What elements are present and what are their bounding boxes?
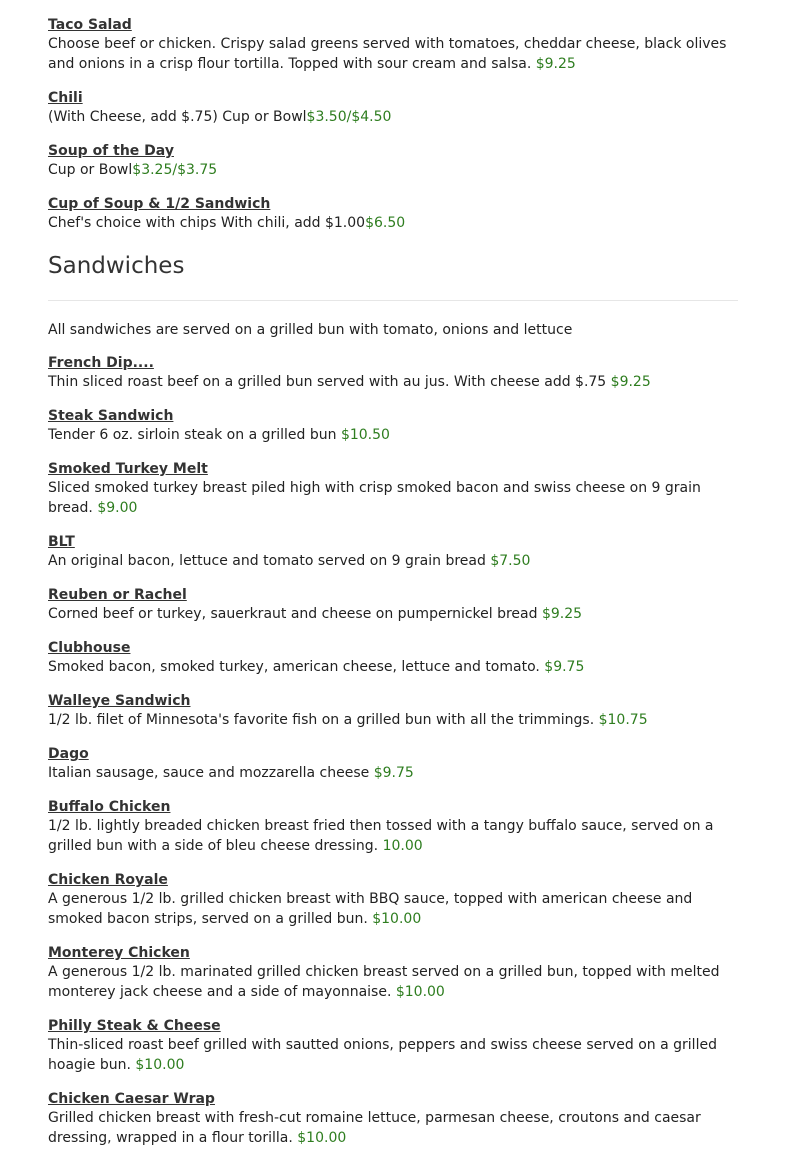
menu-item-name[interactable]: Philly Steak & Cheese	[48, 1018, 221, 1034]
menu-item-price: $10.00	[297, 1130, 347, 1146]
menu-content	[48, 16, 738, 1163]
menu-item-price: $10.00	[372, 911, 422, 927]
menu-item-description	[48, 816, 738, 856]
menu-item-name[interactable]: Chicken Royale	[48, 872, 168, 888]
menu-item	[48, 745, 738, 783]
menu-item-description	[48, 710, 738, 730]
menu-item-name[interactable]: Taco Salad	[48, 17, 132, 33]
menu-item-desc-text: Chef's choice with chips With chili, add $1.00	[48, 215, 366, 231]
menu-item-description	[48, 657, 738, 677]
menu-item-desc-text: 1/2 lb. filet of Minnesota's favorite fish on a grilled bun with all the trimmings.	[48, 712, 599, 728]
menu-item-price: $3.25/$3.75	[132, 162, 218, 178]
menu-item-price: $7.50	[490, 553, 531, 569]
menu-item-desc-text: Smoked bacon, smoked turkey, american cheese, lettuce and tomato.	[48, 659, 545, 675]
menu-item-price: $9.25	[535, 56, 576, 72]
menu-item-price: $9.75	[373, 765, 414, 781]
menu-item-name[interactable]: Reuben or Rachel	[48, 587, 187, 603]
menu-item-name[interactable]: French Dip....	[48, 355, 154, 371]
menu-item-description	[48, 34, 738, 74]
menu-item	[48, 354, 738, 392]
menu-item-desc-text: Grilled chicken breast with fresh-cut romaine lettuce, parmesan cheese, croutons and caesar dressing, wrapped in a flour torilla.	[48, 1110, 701, 1146]
menu-item-name[interactable]: BLT	[48, 534, 75, 550]
menu-item-description	[48, 551, 738, 571]
menu-item	[48, 586, 738, 624]
menu-item-price: $10.00	[395, 984, 445, 1000]
menu-item-description	[48, 889, 738, 929]
menu-item-desc-text: Corned beef or turkey, sauerkraut and cheese on pumpernickel bread	[48, 606, 542, 622]
menu-item-description	[48, 160, 738, 180]
menu-item-desc-text: Tender 6 oz. sirloin steak on a grilled bun	[48, 427, 341, 443]
menu-item	[48, 89, 738, 127]
menu-item-description	[48, 213, 738, 233]
menu-item-desc-text: An original bacon, lettuce and tomato served on 9 grain bread	[48, 553, 491, 569]
menu-item-name[interactable]: Monterey Chicken	[48, 945, 190, 961]
menu-item-description	[48, 107, 738, 127]
menu-item-desc-text: 1/2 lb. lightly breaded chicken breast fried then tossed with a tangy buffalo sauce, served on a grilled bun with a side of bleu cheese dressing.	[48, 818, 714, 854]
menu-item-price: $9.00	[97, 500, 138, 516]
menu-item	[48, 639, 738, 677]
menu-item-desc-text: A generous 1/2 lb. grilled chicken breast with BBQ sauce, topped with american cheese and smoked bacon strips, served on a grilled bun.	[48, 891, 693, 927]
menu-item-desc-text: Choose beef or chicken. Crispy salad greens served with tomatoes, cheddar cheese, black olives and onions in a crisp flour tortilla. Topped with sour cream and salsa.	[48, 36, 727, 72]
menu-item-price: $3.50/$4.50	[306, 109, 392, 125]
menu-item-description	[48, 604, 738, 624]
menu-item-description	[48, 763, 738, 783]
menu-item-name[interactable]: Clubhouse	[48, 640, 131, 656]
menu-item-desc-text: (With Cheese, add $.75) Cup or Bowl	[48, 109, 307, 125]
menu-item-price: $10.50	[340, 427, 390, 443]
menu-item-name[interactable]: Dago	[48, 746, 89, 762]
menu-item-description	[48, 1035, 738, 1075]
menu-item-desc-text: A generous 1/2 lb. marinated grilled chicken breast served on a grilled bun, topped with melted monterey jack cheese and a side of mayonnaise.	[48, 964, 720, 1000]
menu-item-description	[48, 425, 738, 445]
menu-item-name[interactable]: Steak Sandwich	[48, 408, 174, 424]
menu-item	[48, 692, 738, 730]
menu-item-name[interactable]: Cup of Soup & 1/2 Sandwich	[48, 196, 271, 212]
menu-item-desc-text: Italian sausage, sauce and mozzarella cheese	[48, 765, 374, 781]
menu-item	[48, 944, 738, 1002]
menu-item-description	[48, 372, 738, 392]
menu-item-name[interactable]: Soup of the Day	[48, 143, 174, 159]
menu-item-name[interactable]: Walleye Sandwich	[48, 693, 191, 709]
menu-item-price: 10.00	[382, 838, 423, 854]
menu-item-description	[48, 962, 738, 1002]
menu-item-description	[48, 1108, 738, 1148]
section-title-sandwiches: Sandwiches	[48, 253, 185, 279]
section-intro: All sandwiches are served on a grilled bun with tomato, onions and lettuce	[48, 322, 573, 338]
menu-item-price: $6.50	[365, 215, 406, 231]
menu-item-price: $9.75	[544, 659, 585, 675]
section-divider	[48, 300, 738, 301]
menu-item-desc-text: Cup or Bowl	[48, 162, 133, 178]
menu-item-desc-text: Sliced smoked turkey breast piled high with crisp smoked bacon and swiss cheese on 9 grain bread.	[48, 480, 701, 516]
menu-item-name[interactable]: Buffalo Chicken	[48, 799, 171, 815]
menu-item	[48, 460, 738, 518]
menu-item-desc-text: Thin-sliced roast beef grilled with sautted onions, peppers and swiss cheese served on a grilled hoagie bun.	[48, 1037, 717, 1073]
menu-item-price: $9.25	[541, 606, 583, 622]
menu-item	[48, 16, 738, 74]
menu-item	[48, 142, 738, 180]
top-menu-items	[48, 16, 738, 233]
menu-item	[48, 798, 738, 856]
menu-item-description	[48, 478, 738, 518]
menu-item-price: $9.25	[610, 374, 651, 390]
menu-item-price: $10.00	[135, 1057, 185, 1073]
menu-item	[48, 1017, 738, 1075]
menu-item	[48, 1090, 738, 1148]
menu-item-name[interactable]: Chicken Caesar Wrap	[48, 1091, 215, 1107]
menu-item-desc-text: Thin sliced roast beef on a grilled bun served with au jus. With cheese add $.75	[48, 374, 611, 390]
menu-item	[48, 407, 738, 445]
menu-item-name[interactable]: Chili	[48, 90, 83, 106]
menu-item	[48, 533, 738, 571]
menu-item	[48, 871, 738, 929]
menu-item-name[interactable]: Smoked Turkey Melt	[48, 461, 208, 477]
menu-item-price: $10.75	[598, 712, 648, 728]
sandwich-list	[48, 354, 738, 1148]
menu-item	[48, 195, 738, 233]
